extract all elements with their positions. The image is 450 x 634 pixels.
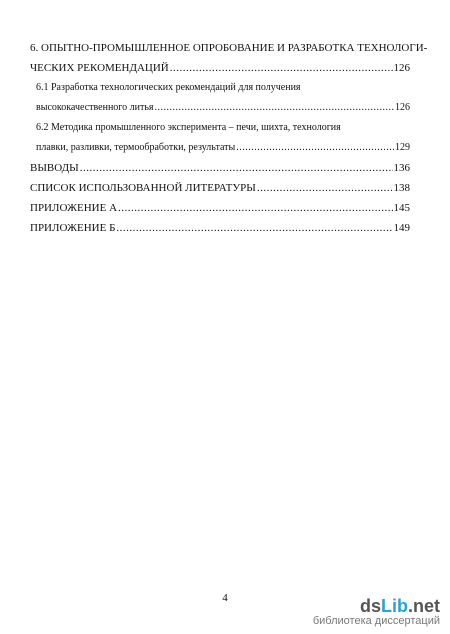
dot-leader: [236, 138, 394, 158]
toc-entry-section-6-1[interactable]: [30, 78, 410, 118]
dot-leader: [155, 98, 394, 118]
dot-leader: [257, 178, 393, 198]
toc-page-number: 126: [395, 102, 410, 113]
toc-page-number: 145: [393, 202, 410, 214]
toc-entry-title-line1: 6.1 Разработка технологических рекомендаций для получения: [36, 82, 301, 93]
toc-entry-appendix-a[interactable]: [30, 198, 410, 218]
toc-entry-title: ПРИЛОЖЕНИЕ А: [30, 202, 118, 214]
table-of-contents: [30, 38, 428, 238]
dot-leader: [118, 198, 392, 218]
toc-entry-title: ПРИЛОЖЕНИЕ Б: [30, 222, 116, 234]
page-number: 4: [222, 592, 228, 604]
toc-entry-title-line1: 6. ОПЫТНО-ПРОМЫШЛЕННОЕ ОПРОБОВАНИЕ И РАЗРАБОТКА ТЕХНОЛОГИ-: [30, 42, 428, 54]
watermark-subtitle: библиотека диссертаций: [312, 615, 440, 627]
toc-page-number: 138: [393, 182, 410, 194]
toc-entry-section-6-2[interactable]: [30, 118, 410, 158]
watermark[interactable]: [313, 597, 440, 628]
toc-page-number: 129: [395, 142, 410, 153]
toc-entry-appendix-b[interactable]: [30, 218, 410, 238]
toc-entry-title-line1: 6.2 Методика промышленного эксперимента – печи, шихта, технология: [36, 122, 341, 133]
toc-entry-title-line2: плавки, разливки, термообработки, результаты: [36, 142, 236, 153]
dslib-logo: dsLib.net: [359, 596, 440, 616]
dot-leader: [170, 58, 393, 78]
toc-entry-title: ВЫВОДЫ: [30, 162, 79, 174]
toc-page-number: 126: [393, 62, 410, 74]
toc-entry-section-6[interactable]: [30, 38, 428, 78]
toc-page-number: 149: [393, 222, 410, 234]
toc-entry-references[interactable]: [30, 178, 410, 198]
toc-entry-title-line2: высококачественного литья: [36, 102, 154, 113]
toc-entry-title-line2: ЧЕСКИХ РЕКОМЕНДАЦИЙ: [30, 62, 169, 74]
toc-entry-conclusions[interactable]: [30, 158, 410, 178]
dot-leader: [80, 158, 393, 178]
toc-page-number: 136: [393, 162, 410, 174]
dot-leader: [116, 218, 392, 238]
toc-entry-title: СПИСОК ИСПОЛЬЗОВАННОЙ ЛИТЕРАТУРЫ: [30, 182, 256, 194]
